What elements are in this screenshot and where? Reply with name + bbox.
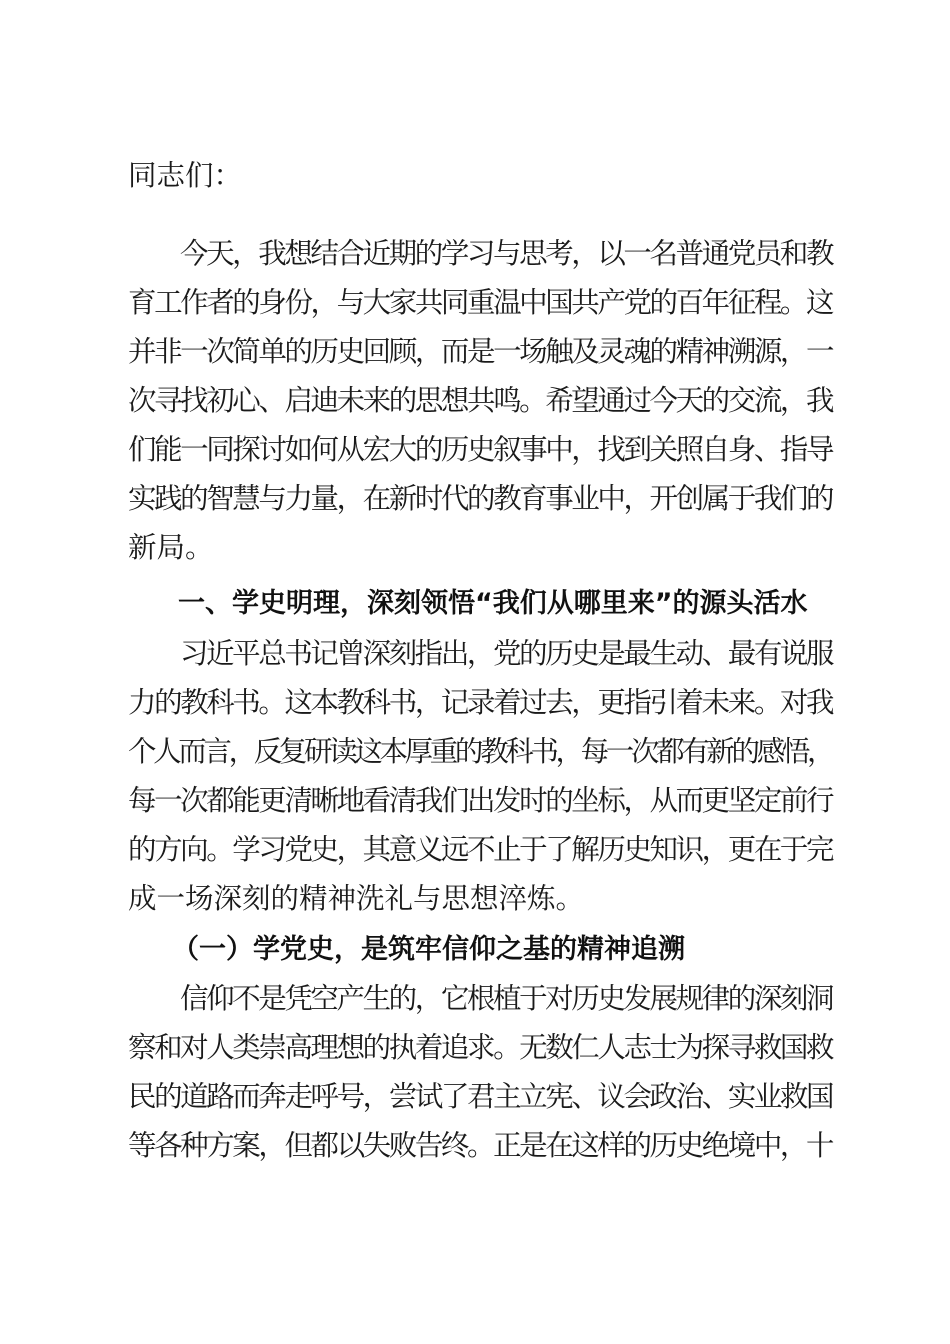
paragraph-line: 习近平总书记曾深刻指出，党的历史是最生动、最有说服: [180, 637, 832, 670]
paragraph-line: 信仰不是凭空产生的，它根植于对历史发展规律的深刻洞: [180, 982, 832, 1015]
paragraph-line: 育工作者的身份，与大家共同重温中国共产党的百年征程。这: [128, 286, 832, 319]
paragraph-line: 等各种方案，但都以失败告终。正是在这样的历史绝境中，十: [128, 1129, 832, 1162]
paragraph-line: 察和对人类崇高理想的执着追求。无数仁人志士为探寻救国救: [128, 1031, 832, 1064]
paragraph-line: 力的教科书。这本教科书，记录着过去，更指引着未来。对我: [128, 686, 832, 719]
paragraph-line: 们能一同探讨如何从宏大的历史叙事中，找到关照自身、指导: [128, 433, 832, 466]
paragraph-line: 今天，我想结合近期的学习与思考，以一名普通党员和教: [180, 237, 832, 270]
paragraph-line: 民的道路而奔走呼号，尝试了君主立宪、议会政治、实业救国: [128, 1080, 832, 1113]
paragraph-line: 新局。: [128, 531, 214, 564]
salutation: 同志们：: [128, 159, 243, 192]
paragraph-line: 每一次都能更清晰地看清我们出发时的坐标，从而更坚定前行: [128, 784, 832, 817]
paragraph-line: 并非一次简单的历史回顾，而是一场触及灵魂的精神溯源，一: [128, 335, 832, 368]
section-heading: 一、学史明理，深刻领悟“我们从哪里来”的源头活水: [178, 588, 808, 619]
paragraph-line: 的方向。学习党史，其意义远不止于了解历史知识，更在于完: [128, 833, 832, 866]
paragraph-line: 个人而言，反复研读这本厚重的教科书，每一次都有新的感悟，: [128, 735, 832, 768]
subsection-heading: （一）学党史，是筑牢信仰之基的精神追溯: [172, 934, 685, 965]
paragraph-line: 实践的智慧与力量，在新时代的教育事业中，开创属于我们的: [128, 482, 832, 515]
paragraph-line: 次寻找初心、启迪未来的思想共鸣。希望通过今天的交流，我: [128, 384, 832, 417]
paragraph-line: 成一场深刻的精神洗礼与思想淬炼。: [128, 882, 585, 915]
